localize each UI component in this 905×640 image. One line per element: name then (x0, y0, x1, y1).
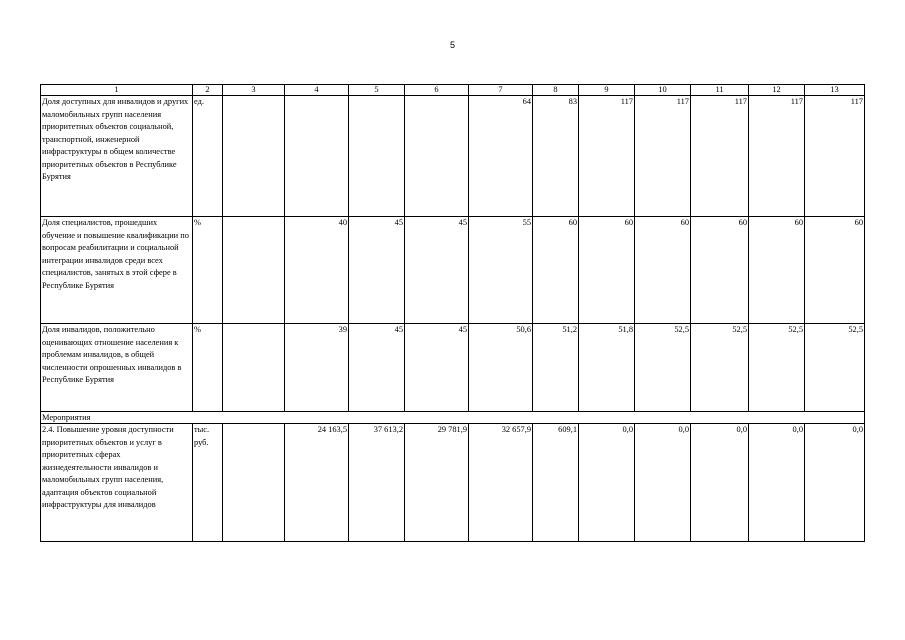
table-row (41, 424, 865, 542)
value-cell: 60 (579, 217, 635, 324)
value-cell: 52,5 (749, 324, 805, 412)
value-cell: 0,0 (805, 424, 865, 542)
value-cell (223, 424, 285, 542)
value-cell: 45 (405, 217, 469, 324)
value-cell: 83 (533, 96, 579, 217)
value-cell: 37 613,2 (349, 424, 405, 542)
value-cell: 50,6 (469, 324, 533, 412)
value-cell: 117 (635, 96, 691, 217)
value-cell: 0,0 (749, 424, 805, 542)
section-row (41, 412, 865, 424)
column-header: 4 (285, 85, 349, 96)
table-row (41, 217, 865, 324)
value-cell: 60 (749, 217, 805, 324)
value-cell: 60 (805, 217, 865, 324)
unit-cell: ед. (193, 96, 223, 217)
value-cell (405, 96, 469, 217)
table-row (41, 96, 865, 217)
value-cell: 0,0 (635, 424, 691, 542)
measure-description: 2.4. Повышение уровня доступности приоритетных объектов и услуг в приоритетных сферах жизнедеятельности инвалидов и маломобильных групп населения, адаптация объектов социальной инфраструктуры для инвалидов (41, 424, 193, 542)
value-cell: 60 (635, 217, 691, 324)
indicator-description: Доля инвалидов, положительно оценивающих отношение населения к проблемам инвалидов, в общей численности опрошенных инвалидов в Республике Бурятия (41, 324, 193, 412)
column-header: 1 (41, 85, 193, 96)
value-cell: 117 (805, 96, 865, 217)
column-header: 13 (805, 85, 865, 96)
value-cell (223, 324, 285, 412)
indicators-table (40, 84, 865, 542)
value-cell: 51,2 (533, 324, 579, 412)
value-cell: 60 (691, 217, 749, 324)
column-header: 5 (349, 85, 405, 96)
unit-cell: тыс. руб. (193, 424, 223, 542)
value-cell: 0,0 (579, 424, 635, 542)
indicator-description: Доля доступных для инвалидов и других маломобильных групп населения приоритетных объектов социальной, транспортной, инженерной инфраструктуры в общем количестве приоритетных объектов в Республике Бурятия (41, 96, 193, 217)
value-cell: 45 (349, 217, 405, 324)
value-cell: 117 (579, 96, 635, 217)
value-cell: 64 (469, 96, 533, 217)
column-header: 3 (223, 85, 285, 96)
value-cell: 52,5 (805, 324, 865, 412)
header-row (41, 85, 865, 96)
unit-cell: % (193, 324, 223, 412)
value-cell: 51,8 (579, 324, 635, 412)
section-label: Мероприятия (41, 412, 865, 424)
column-header: 7 (469, 85, 533, 96)
indicator-description: Доля специалистов, прошедших обучение и повышение квалификации по вопросам реабилитации и социальной интеграции инвалидов среди всех специалистов, занятых в этой сфере в Республике Бурятия (41, 217, 193, 324)
unit-cell: % (193, 217, 223, 324)
value-cell (349, 96, 405, 217)
value-cell: 29 781,9 (405, 424, 469, 542)
column-header: 8 (533, 85, 579, 96)
value-cell: 117 (749, 96, 805, 217)
value-cell: 45 (349, 324, 405, 412)
value-cell (223, 217, 285, 324)
value-cell: 0,0 (691, 424, 749, 542)
table-row (41, 324, 865, 412)
column-header: 11 (691, 85, 749, 96)
value-cell: 40 (285, 217, 349, 324)
column-header: 2 (193, 85, 223, 96)
column-header: 12 (749, 85, 805, 96)
column-header: 9 (579, 85, 635, 96)
page-number: 5 (449, 40, 455, 50)
value-cell: 52,5 (691, 324, 749, 412)
value-cell: 45 (405, 324, 469, 412)
value-cell: 24 163,5 (285, 424, 349, 542)
value-cell: 39 (285, 324, 349, 412)
value-cell: 609,1 (533, 424, 579, 542)
value-cell: 55 (469, 217, 533, 324)
value-cell (285, 96, 349, 217)
value-cell (223, 96, 285, 217)
value-cell: 60 (533, 217, 579, 324)
value-cell: 117 (691, 96, 749, 217)
value-cell: 32 657,9 (469, 424, 533, 542)
column-header: 10 (635, 85, 691, 96)
column-header: 6 (405, 85, 469, 96)
value-cell: 52,5 (635, 324, 691, 412)
